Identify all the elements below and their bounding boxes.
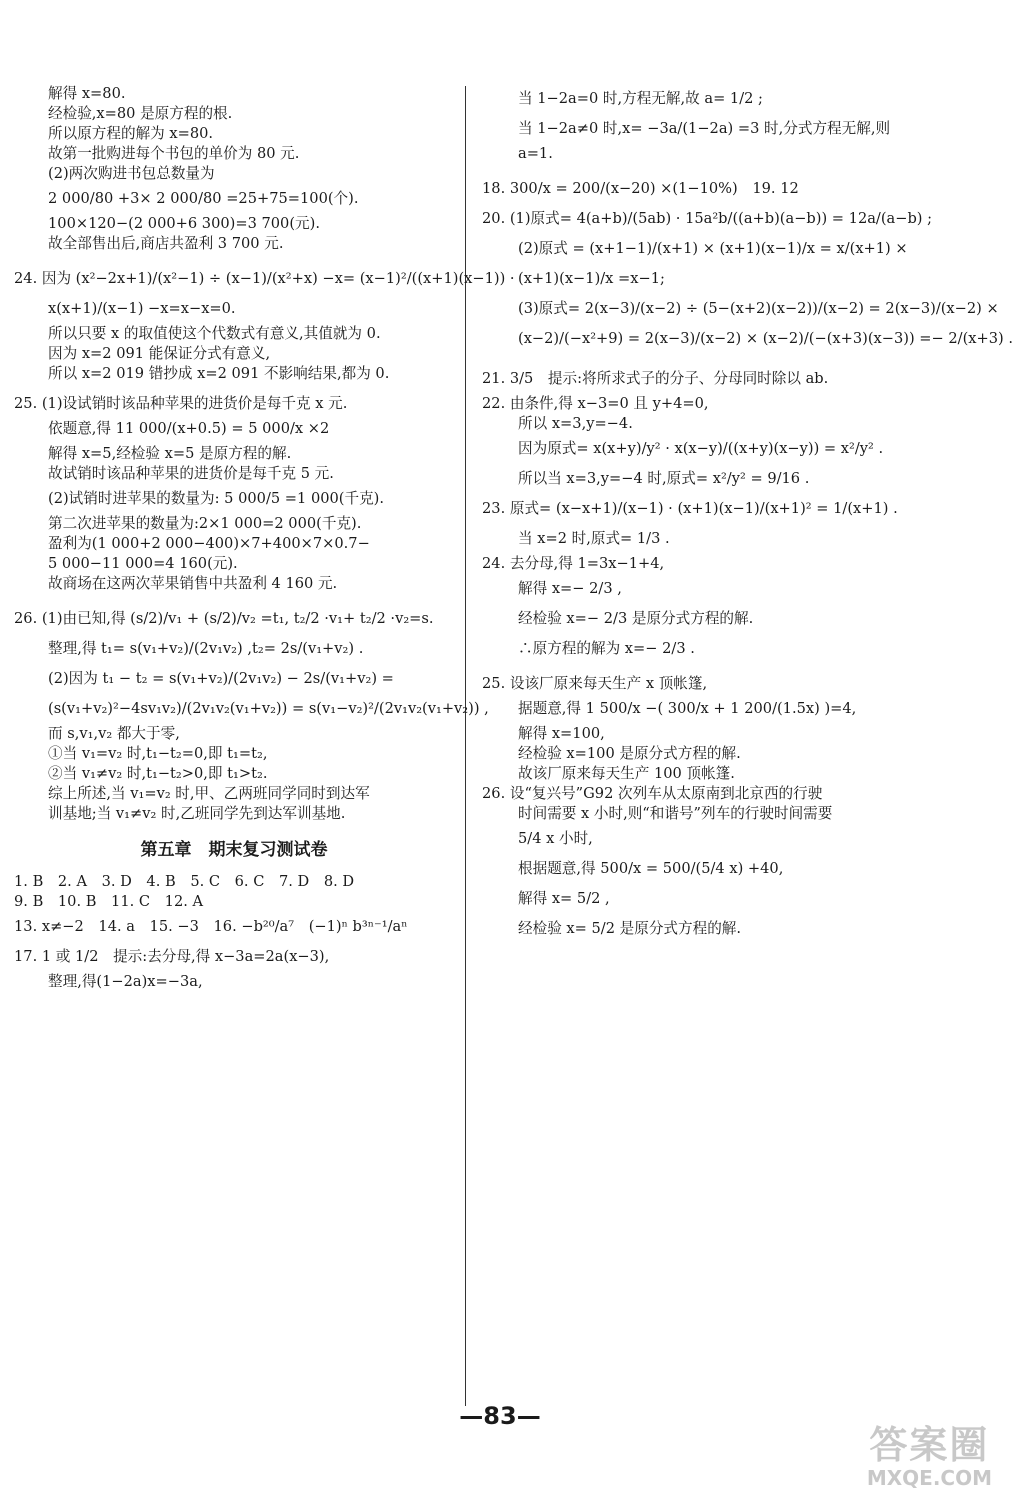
formula-line: 当 1−2a≠0 时,x= −3a/(1−2a) =3 时,分式方程无解,则: [518, 120, 891, 137]
text-line: 25. 设该厂原来每天生产 x 顶帐篷,: [482, 675, 708, 692]
formula-line: 据题意,得 1 500/x −( 300/x + 1 200/(1.5x) )=4,: [518, 700, 857, 717]
formula-line: 18. 300/x = 200/(x−20) ×(1−10%) 19. 12: [482, 180, 799, 197]
formula-line: (x+1)(x−1)/x =x−1;: [518, 270, 665, 287]
formula-line: 20. (1)原式= 4(a+b)/(5ab) · 15a²b/((a+b)(a−b)) = 12a/(a−b) ;: [482, 210, 933, 227]
text-line: ②当 v₁≠v₂ 时,t₁−t₂>0,即 t₁>t₂.: [48, 765, 268, 782]
formula-line: 2 000/80 +3× 2 000/80 =25+75=100(个).: [48, 190, 359, 207]
formula-line: 21. 3/5 提示:将所求式子的分子、分母同时除以 ab.: [482, 370, 829, 387]
left-column: [14, 84, 515, 992]
text-line: 100×120−(2 000+6 300)=3 700(元).: [48, 215, 320, 232]
text-line: 5 000−11 000=4 160(元).: [48, 555, 238, 572]
formula-line: 5/4 x 小时,: [518, 830, 593, 847]
formula-line: (s(v₁+v₂)²−4sv₁v₂)/(2v₁v₂(v₁+v₂)) = s(v₁−v₂)²/(2v₁v₂(v₁+v₂)) ,: [48, 700, 489, 717]
formula-line: (3)原式= 2(x−3)/(x−2) ÷ (5−(x+2)(x−2))/(x−2) = 2(x−3)/(x−2) ×: [518, 300, 999, 317]
text-line: 训基地;当 v₁≠v₂ 时,乙班同学先到达军训基地.: [48, 805, 346, 822]
formula-line: 经检验 x= 5/2 是原分式方程的解.: [518, 920, 742, 937]
text-line: 1. B 2. A 3. D 4. B 5. C 6. C 7. D 8. D: [14, 873, 355, 890]
text-line: 时间需要 x 小时,则“和谐号”列车的行驶时间需要: [518, 805, 833, 822]
text-line: 解得 x=100,: [518, 725, 605, 742]
formula-line: x(x+1)/(x−1) −x=x−x=0.: [48, 300, 236, 317]
formula-line: 因为原式= x(x+y)/y² · x(x−y)/((x+y)(x−y)) = x²/y² .: [518, 440, 884, 457]
text-line: 经检验 x=100 是原分式方程的解.: [518, 745, 741, 762]
formula-line: 整理,得 t₁= s(v₁+v₂)/(2v₁v₂) ,t₂= 2s/(v₁+v₂) .: [48, 640, 364, 657]
text-line: 22. 由条件,得 x−3=0 且 y+4=0,: [482, 395, 709, 412]
text-line: 故商场在这两次苹果销售中共盈利 4 160 元.: [48, 575, 338, 592]
chapter-heading: 第五章 期末复习测试卷: [140, 840, 328, 860]
text-line: 故全部售出后,商店共盈利 3 700 元.: [48, 235, 284, 252]
text-line: 26. 设“复兴号”G92 次列车从太原南到北京西的行驶: [482, 785, 823, 802]
formula-line: 解得 x=− 2/3 ,: [518, 580, 622, 597]
formula-line: 经检验 x=− 2/3 是原分式方程的解.: [518, 610, 754, 627]
watermark-logo-text: 答案圈: [869, 1423, 990, 1467]
text-line: 第二次进苹果的数量为:2×1 000=2 000(千克).: [48, 515, 362, 532]
text-line: 9. B 10. B 11. C 12. A: [14, 893, 204, 910]
text-line: ①当 v₁=v₂ 时,t₁−t₂=0,即 t₁=t₂,: [48, 745, 268, 762]
solution-block: [14, 604, 489, 824]
page-number: —83—: [459, 1402, 541, 1430]
watermark-url: MXQE.COM: [866, 1466, 992, 1490]
text-line: 所以只要 x 的取值使这个代数式有意义,其值就为 0.: [48, 325, 381, 342]
formula-line: 24. 因为 (x²−2x+1)/(x²−1) ÷ (x−1)/(x²+x) −x= (x−1)²/((x+1)(x−1)) ·: [14, 270, 515, 287]
formula-line: 当 1−2a=0 时,方程无解,故 a= 1/2 ;: [518, 90, 763, 107]
formula-line: ∴原方程的解为 x=− 2/3 .: [518, 640, 695, 657]
formula-line: (x−2)/(−x²+9) = 2(x−3)/(x−2) × (x−2)/(−(x+3)(x−3)) =− 2/(x+3) .: [518, 330, 1013, 347]
text-line: a=1.: [518, 145, 553, 162]
formula-line: 当 x=2 时,原式= 1/3 .: [518, 530, 670, 547]
text-line: 故第一批购进每个书包的单价为 80 元.: [48, 145, 300, 162]
formula-line: 17. 1 或 1/2 提示:去分母,得 x−3a=2a(x−3),: [14, 948, 330, 965]
answer-block: [14, 872, 454, 992]
solution-block: [14, 394, 454, 594]
formula-line: (2)因为 t₁ − t₂ = s(v₁+v₂)/(2v₁v₂) − 2s/(v₁+v₂) =: [48, 670, 394, 687]
text-line: 所以原方程的解为 x=80.: [48, 125, 214, 142]
formula-line: 所以当 x=3,y=−4 时,原式= x²/y² = 9/16 .: [518, 470, 810, 487]
formula-line: (2)试销时进苹果的数量为: 5 000/5 =1 000(千克).: [48, 490, 385, 507]
text-line: 故试销时该品种苹果的进货价是每千克 5 元.: [48, 465, 334, 482]
formula-line: 根据题意,得 500/x = 500/(5/4 x) +40,: [518, 860, 784, 877]
formula-line: (2)原式 = (x+1−1)/(x+1) × (x+1)(x−1)/x = x/(x+1) ×: [518, 240, 908, 257]
text-line: 而 s,v₁,v₂ 都大于零,: [48, 725, 180, 742]
text-line: 经检验,x=80 是原方程的根.: [48, 105, 233, 122]
solution-block: [482, 84, 1013, 664]
text-line: 盈利为(1 000+2 000−400)×7+400×7×0.7−: [48, 535, 370, 552]
solution-block: [482, 674, 942, 944]
text-line: 整理,得(1−2a)x=−3a,: [48, 973, 203, 990]
formula-line: 依题意,得 11 000/(x+0.5) = 5 000/x ×2: [48, 420, 330, 437]
solution-block: [14, 84, 454, 254]
text-line: (2)两次购进书包总数量为: [48, 165, 215, 182]
text-line: 因为 x=2 091 能保证分式有意义,: [48, 345, 271, 362]
formula-line: 13. x≠−2 14. a 15. −3 16. −b²⁰/a⁷ (−1)ⁿ b³ⁿ⁻¹/aⁿ: [14, 918, 408, 935]
text-line: 所以 x=3,y=−4.: [518, 415, 633, 432]
right-column: [482, 84, 1013, 944]
text-line: 故该厂原来每天生产 100 顶帐篷.: [518, 765, 735, 782]
text-line: 解得 x=80.: [48, 85, 126, 102]
watermark-logo: [867, 1423, 992, 1489]
text-line: 综上所述,当 v₁=v₂ 时,甲、乙两班同学同时到达军: [48, 785, 370, 802]
text-line: 24. 去分母,得 1=3x−1+4,: [482, 555, 665, 572]
text-line: 所以 x=2 019 错抄成 x=2 091 不影响结果,都为 0.: [48, 365, 390, 382]
text-line: 25. (1)设试销时该品种苹果的进货价是每千克 x 元.: [14, 395, 348, 412]
text-line: 解得 x=5,经检验 x=5 是原方程的解.: [48, 445, 292, 462]
formula-line: 解得 x= 5/2 ,: [518, 890, 610, 907]
formula-line: 26. (1)由已知,得 (s/2)/v₁ + (s/2)/v₂ =t₁, t₂/2 ·v₁+ t₂/2 ·v₂=s.: [14, 610, 434, 627]
formula-line: 23. 原式= (x−x+1)/(x−1) · (x+1)(x−1)/(x+1)² = 1/(x+1) .: [482, 500, 898, 517]
solution-block: [14, 264, 515, 384]
